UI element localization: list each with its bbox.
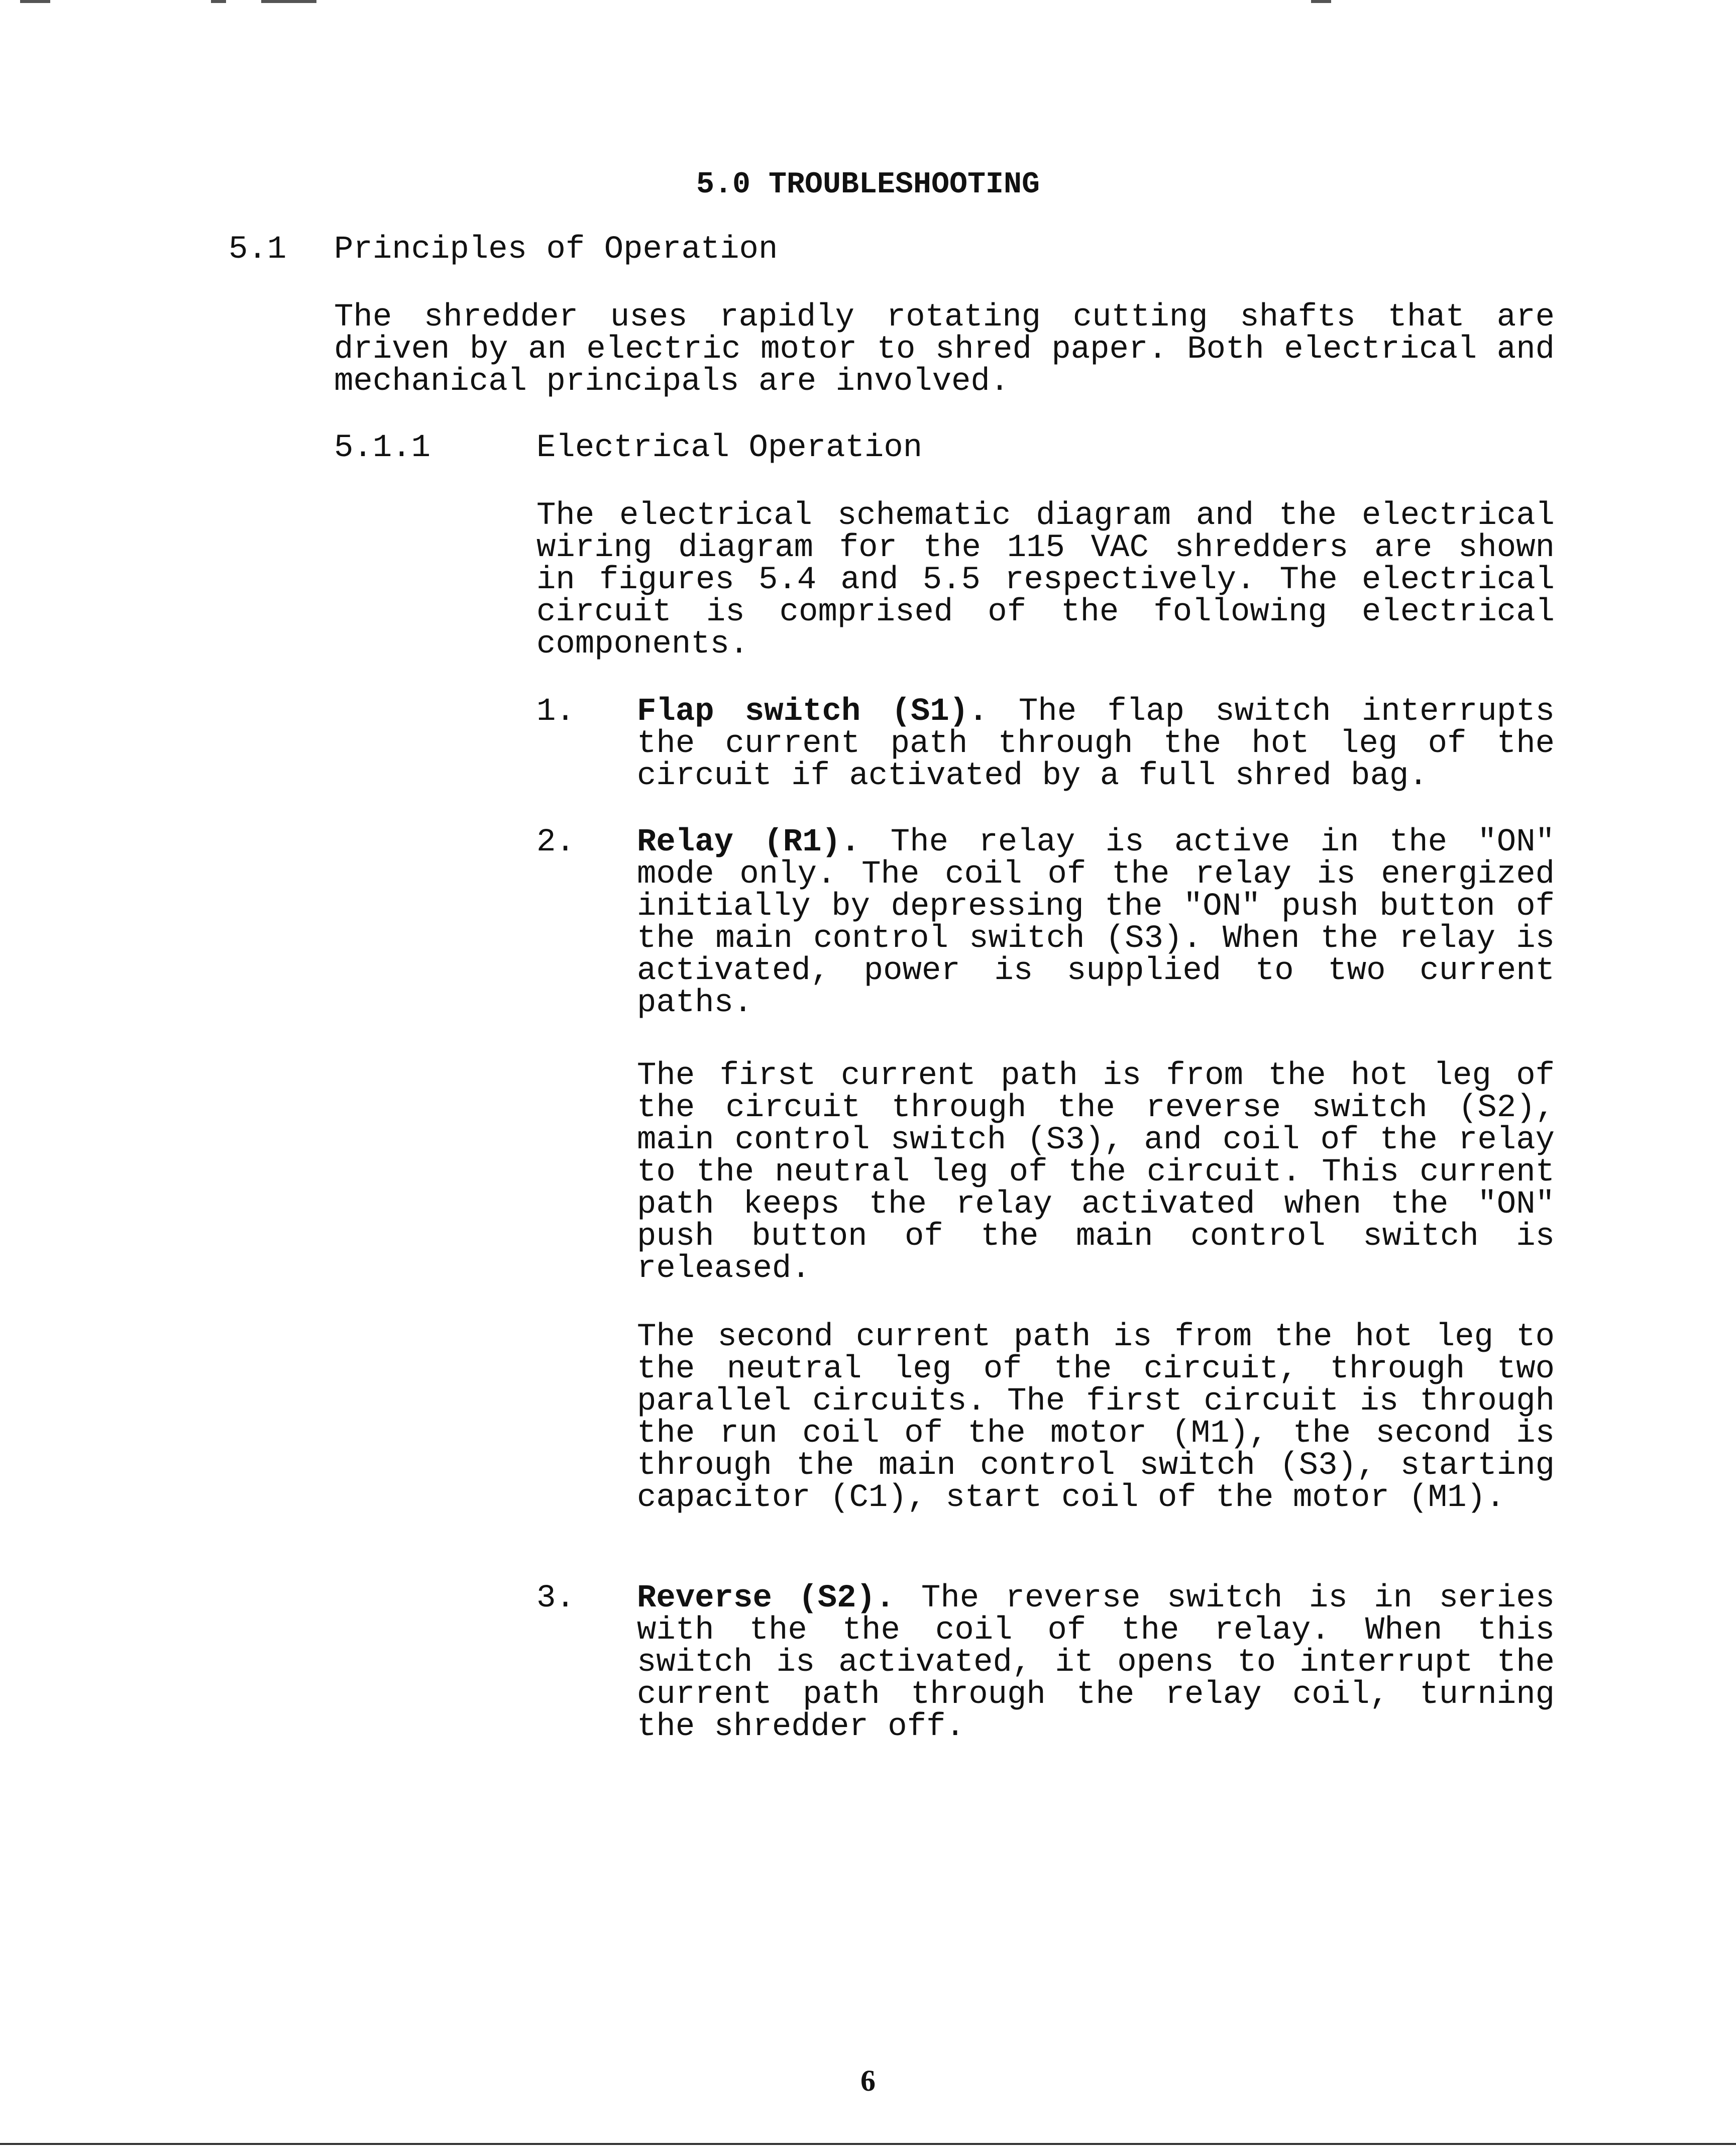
page-number: 6 xyxy=(860,2064,876,2097)
list-item xyxy=(637,696,1555,792)
subsection-intro-paragraph: The electrical schematic diagram and the electrical wiring diagram for the 115 VAC shredders are shown in figures 5.4 and 5.5 respectively. The electrical circuit is comprised of the following electrical components. xyxy=(536,498,1555,663)
list-item-label: Reverse (S2). xyxy=(637,1580,895,1617)
list-item-text: The flap switch interrupts the current path through the hot leg of the circuit if activated by a full shred bag. xyxy=(637,694,1555,794)
scan-artifact xyxy=(211,0,226,3)
section-title: Principles of Operation xyxy=(334,232,778,268)
list-item-paragraph xyxy=(637,1060,1555,1285)
scan-artifact xyxy=(261,0,316,3)
chapter-heading: 5.0 TROUBLESHOOTING xyxy=(696,168,1040,202)
list-item-text: The reverse switch is in series with the the coil of the relay. When this switch is activated, it opens to interrupt the current path through the relay coil, turning the shredder off. xyxy=(637,1580,1555,1745)
scan-artifact xyxy=(1311,0,1331,3)
scan-bottom-edge xyxy=(0,2143,1736,2145)
list-item-label: Relay (R1). xyxy=(637,824,860,860)
subsection-number: 5.1.1 xyxy=(334,430,431,466)
list-item xyxy=(637,1582,1555,1743)
list-item xyxy=(637,826,1555,1019)
list-item-number: 1. xyxy=(536,694,575,730)
section-number: 5.1 xyxy=(229,232,287,268)
list-item-text: The first current path is from the hot leg of the circuit through the reverse switch (S2), main control switch (S3), and coil of the relay to the neutral leg of the circuit. This current path keeps the relay activated when the "ON" push button of the main control switch is released. xyxy=(637,1058,1555,1287)
list-item-text: The second current path is from the hot leg to the neutral leg of the circuit, through two parallel circuits. The first circuit is through the run coil of the motor (M1), the second is through the main control switch (S3), starting capacitor (C1), start coil of the motor (M1). xyxy=(637,1319,1555,1516)
list-item-paragraph xyxy=(637,1321,1555,1514)
scan-artifact xyxy=(20,0,50,3)
list-item-text: The relay is active in the "ON" mode only. The coil of the relay is energized initially by depressing the "ON" push button of the main control switch (S3). When the relay is activated, power is supplied to two current paths. xyxy=(637,824,1555,1021)
list-item-label: Flap switch (S1). xyxy=(637,694,988,730)
subsection-title: Electrical Operation xyxy=(536,430,923,466)
list-item-number: 2. xyxy=(536,824,575,860)
section-intro-paragraph: The shredder uses rapidly rotating cutting shafts that are driven by an electric motor to shred paper. Both electrical and mechanical principals are involved. xyxy=(334,299,1555,400)
list-item-number: 3. xyxy=(536,1580,575,1617)
